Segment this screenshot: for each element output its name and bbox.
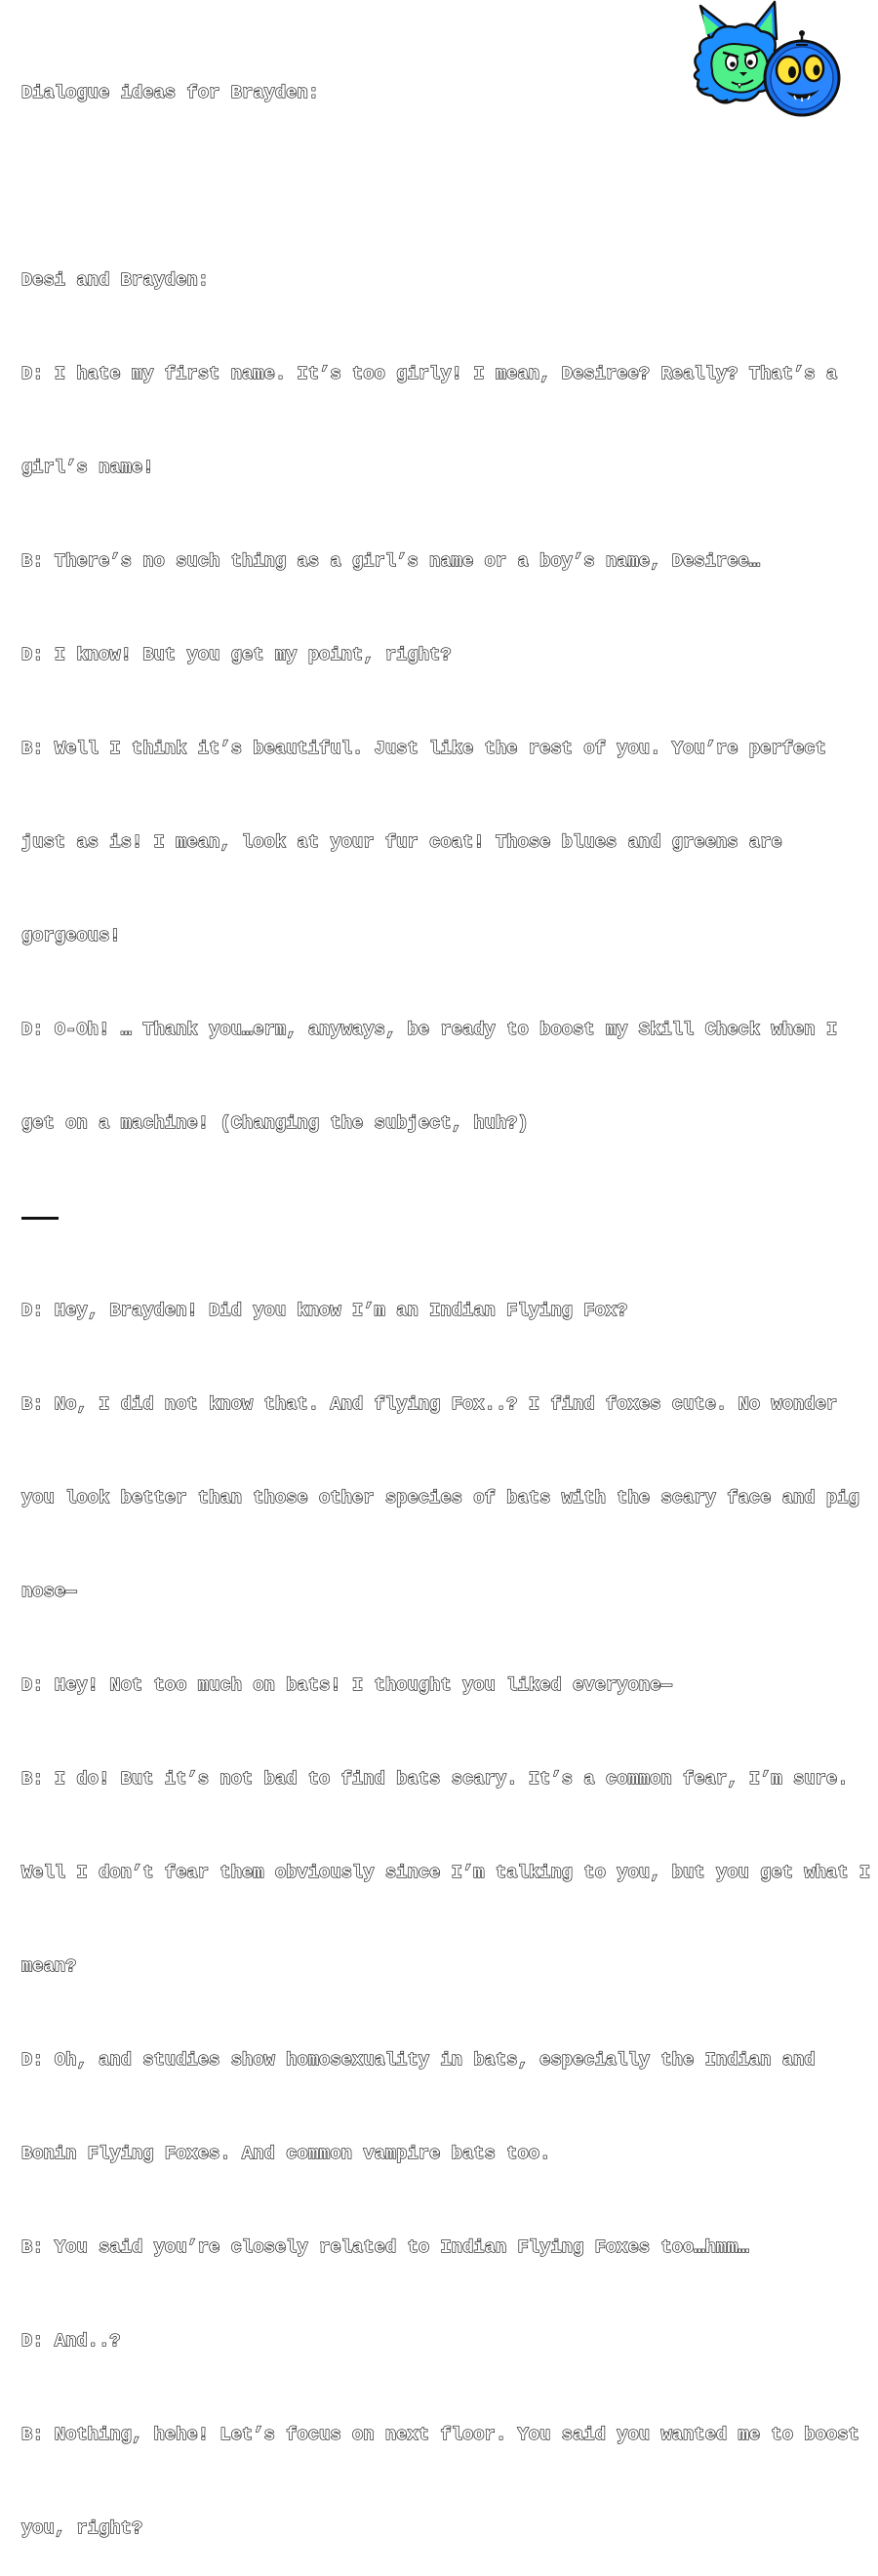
dialogue-line: just as is! I mean, look at your fur coat! Those blues and greens are — [21, 832, 782, 853]
blank-line — [21, 172, 878, 203]
dialogue-line: nose— — [21, 1582, 77, 1602]
dialogue-line: Well I don’t fear them obviously since I’m talking to you, but you get what I — [21, 1863, 871, 1883]
dialogue-line: D: I hate my first name. It’s too girly! I mean, Desiree? Really? That’s a — [21, 364, 838, 384]
dialogue-line: D: Oh, and studies show homosexuality in bats, especially the Indian and — [21, 2050, 816, 2071]
section-heading: Desi and Brayden: — [21, 270, 210, 291]
dialogue-line: Bonin Flying Foxes. And common vampire bats too. — [21, 2144, 551, 2164]
dialogue-line: D: And..? — [21, 2331, 121, 2352]
dialogue-line: B: There’s no such thing as a girl’s name or a boy’s name, Desiree… — [21, 551, 761, 572]
dialogue-line: B: You said you’re closely related to Indian Flying Foxes too…hmm… — [21, 2237, 749, 2258]
dialogue-line: D: O-Oh! … Thank you…erm, anyways, be ready to boost my Skill Check when I — [21, 1020, 838, 1040]
dialogue-line: D: Hey, Brayden! Did you know I’m an Indian Flying Fox? — [21, 1301, 628, 1321]
character-illustration — [689, 2, 845, 117]
document-title: Dialogue ideas for Brayden: — [21, 83, 320, 103]
dialogue-line: you look better than those other species of bats with the scary face and pig — [21, 1488, 859, 1509]
dialogue-line: B: Nothing, hehe! Let’s focus on next floor. You said you wanted me to boost — [21, 2425, 859, 2445]
dialogue-line: D: Hey! Not too much on bats! I thought you liked everyone— — [21, 1675, 672, 1696]
dialogue-line: get on a machine! (Changing the subject, huh?) — [21, 1113, 529, 1134]
section-separator — [21, 1202, 878, 1233]
dialogue-line: you, right? — [21, 2518, 143, 2539]
dialogue-line: girl’s name! — [21, 458, 154, 478]
dialogue-line: B: No, I did not know that. And flying Fox..? I find foxes cute. No wonder — [21, 1394, 838, 1415]
document-body — [21, 16, 878, 2576]
dialogue-line: mean? — [21, 1956, 77, 1977]
dialogue-line: D: I know! But you get my point, right? — [21, 645, 452, 665]
dialogue-line: B: Well I think it’s beautiful. Just like the rest of you. You’re perfect — [21, 739, 827, 759]
dialogue-line: gorgeous! — [21, 926, 121, 946]
dialogue-line: B: I do! But it’s not bad to find bats scary. It’s a common fear, I’m sure. — [21, 1769, 849, 1790]
